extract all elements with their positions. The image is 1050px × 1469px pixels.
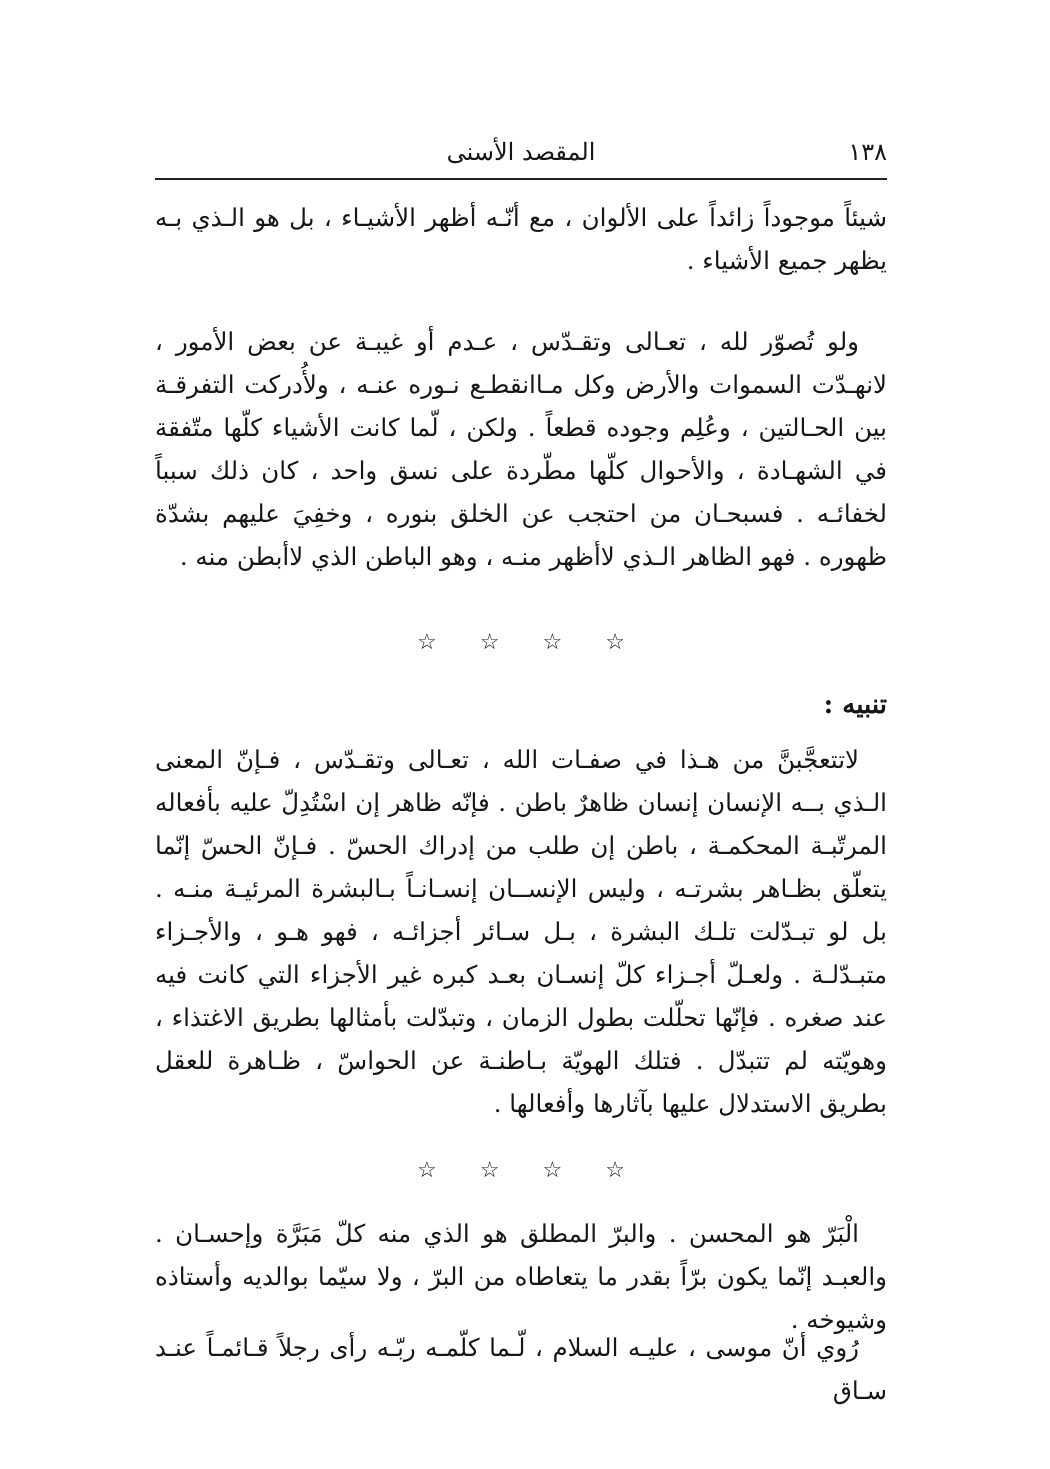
page-number: ١٣٨ [848, 138, 887, 166]
section-separator [155, 630, 887, 655]
header-rule [155, 178, 887, 180]
star-icon: ☆ [605, 1158, 625, 1183]
running-title: المقصد الأسنى [446, 138, 596, 166]
paragraph-al-barr: الْبَرّ هو المحسن . والبرّ المطلق هو الذي منه كلّ مَبَرَّة وإحسـان . والعبـد إنّما يكون برّاً بقدر ما يتعاطاه من البرّ ، ولا سيّما بوالديه وأستاذه وشيوخه . [155, 1219, 887, 1334]
star-icon: ☆ [542, 1158, 563, 1183]
paragraph-continuation: شيئاً موجوداً زائداً على الألوان ، مع أنّـه أظهر الأشيـاء ، بل هو الـذي بـه يظهر جميع الأشياء . [155, 203, 887, 275]
star-icon: ☆ [479, 630, 500, 655]
star-icon: ☆ [605, 630, 625, 655]
star-icon: ☆ [417, 630, 437, 655]
star-icon: ☆ [479, 1158, 500, 1183]
section-separator [155, 1158, 887, 1183]
book-page [155, 0, 887, 1469]
paragraph-narration: رُوي أنّ موسى ، عليـه السلام ، لّـما كلّمـه ربّـه رأى رجلاً قـائمـاً عنـد سـاق [155, 1333, 887, 1405]
running-header [155, 138, 887, 178]
paragraph-notice: لاتتعجَّبنَّ من هـذا في صفـات الله ، تعـالى وتقـدّس ، فـإنّ المعنى الـذي بــه الإنسان إنسان ظاهرٌ باطن . فإنّه ظاهر إن اسْتُدِلّ عليه بأفعاله المرتّبـة المحكمـة ، باطن إن طلب من إدراك الحسّ . فـإنّ الحسّ إنّما يتعلّق بظـاهر بشرتـه ، وليس الإنســان إنسـانـاً بـالبشرة المرئيـة منـه . بل لو تبـدّلت تلـك البشرة ، بـل سـائر أجزائـه ، فهو هـو ، والأجـزاء متبـدّلـة . ولعـلّ أجـزاء كلّ إنسـان بعـد كبره غير الأجزاء التي كانت فيه عند صغره . فإنّها تحلّلت بطول الزمان ، وتبدّلت بأمثالها بطريق الاغتذاء ، وهويّته لم تتبدّل . فتلك الهويّة بـاطنـة عن الحواسّ ، ظـاهرة للعقل بطريق الاستدلال عليها بآثارها وأفعالها . [155, 745, 887, 1118]
star-icon: ☆ [417, 1158, 437, 1183]
star-icon: ☆ [542, 630, 563, 655]
paragraph-concealment: ولو تُصوّر لله ، تعـالى وتقـدّس ، عـدم أو غيبـة عن بعض الأمور ، لانهـدّت السموات والأرض وكل مـاانقطـع نـوره عنـه ، ولأُدركت التفرقـة بين الحـالتين ، وعُلِم وجوده قطعاً . ولكن ، لّما كانت الأشياء كلّها متّفقة في الشهـادة ، والأحوال كلّها مطّردة على نسق واحد ، كان ذلك سبباً لخفائـه . فسبحـان من احتجب عن الخلق بنوره ، وخفِيَ عليهم بشدّة ظهوره . فهو الظاهر الـذي لاأظهر منـه ، وهو الباطن الذي لاأبطن منه . [155, 327, 887, 571]
section-heading: تنبيه : [823, 690, 887, 720]
